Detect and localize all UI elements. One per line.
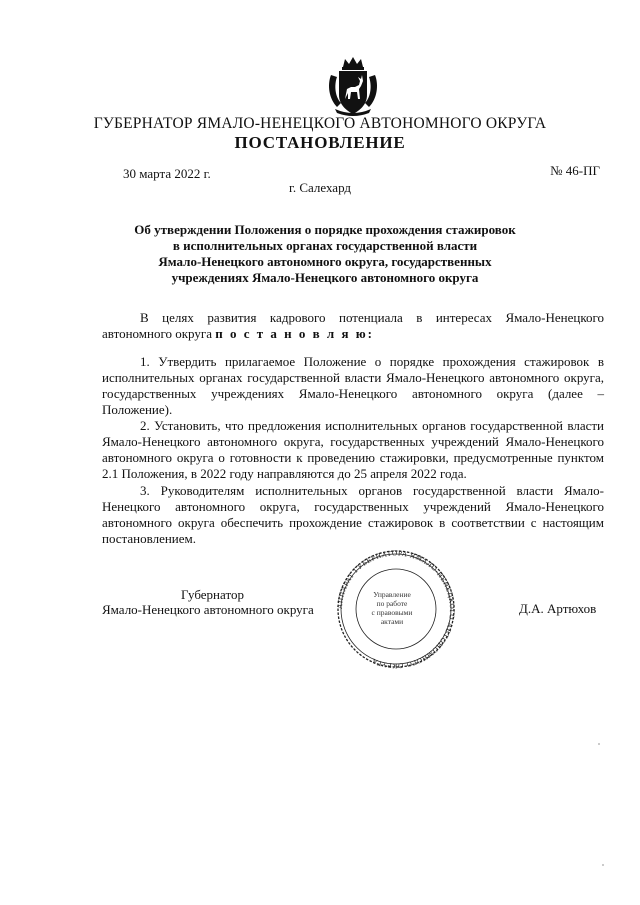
preamble-paragraph (102, 310, 604, 342)
scan-speck (602, 864, 604, 866)
preamble-keyword: п о с т а н о в л я ю: (215, 326, 374, 341)
authority-title: ГУБЕРНАТОР ЯМАЛО-НЕНЕЦКОГО АВТОНОМНОГО ОКРУГА (93, 115, 547, 132)
document-city: г. Салехард (288, 180, 352, 195)
signatory-name: Д.А. Артюхов (519, 601, 597, 616)
signatory-region: Ямало-Ненецкого автономного округа (102, 602, 314, 617)
decree-item-3: 3. Руководителям исполнительных органов государственной власти Ямало-Ненецкого автономного округа, государственных учреждений Ямало-Ненецкого автономного округа обеспечить прохождение стажировок в соответствии с настоящим постановлением. (102, 483, 604, 546)
document-date: 30 марта 2022 г. (123, 166, 211, 181)
preamble-text: В целях развития кадрового потенциала в интересах Ямало-Ненецкого автономного округа (102, 310, 604, 341)
seal-line: по работе (376, 599, 408, 608)
coat-of-arms-icon (325, 55, 381, 117)
document-subject (80, 222, 570, 286)
seal-line: актами (380, 617, 404, 626)
subject-line: Ямало-Ненецкого автономного округа, государственных (158, 254, 492, 269)
subject-line: учреждениях Ямало-Ненецкого автономного округа (171, 270, 479, 285)
subject-line: Об утверждении Положения о порядке прохождения стажировок (134, 222, 516, 237)
seal-line: Управление (373, 590, 411, 599)
seal-center-text (362, 590, 422, 626)
decree-item-1: 1. Утвердить прилагаемое Положение о порядке прохождения стажировок в исполнительных органах государственной власти Ямало-Ненецкого автономного округа, государственных учреждениях Ямало-Ненецкого автономного округа (далее – Положение). (102, 354, 604, 417)
seal-line: с правовыми (371, 608, 413, 617)
seal-ring-text: АППАРАТ ГУБЕРНАТОРА ЯМАЛО-НЕНЕЦКОГО АВТОНОМНОГО ОКРУГА (335, 549, 457, 669)
scan-speck (598, 743, 600, 745)
subject-line: в исполнительных органах государственной власти (172, 238, 478, 253)
signatory-position: Губернатор (181, 587, 244, 602)
document-number: № 46-ПГ (550, 163, 600, 178)
decree-item-2: 2. Установить, что предложения исполнительных органов государственной власти Ямало-Ненецкого автономного округа, государственных учреждений Ямало-Ненецкого автономного округа о готовности к проведению стажировки, предусмотренные пунктом 2.1 Положения, в 2022 году направляются до 25 апреля 2022 года. (102, 418, 604, 481)
document-type: ПОСТАНОВЛЕНИЕ (234, 133, 406, 152)
